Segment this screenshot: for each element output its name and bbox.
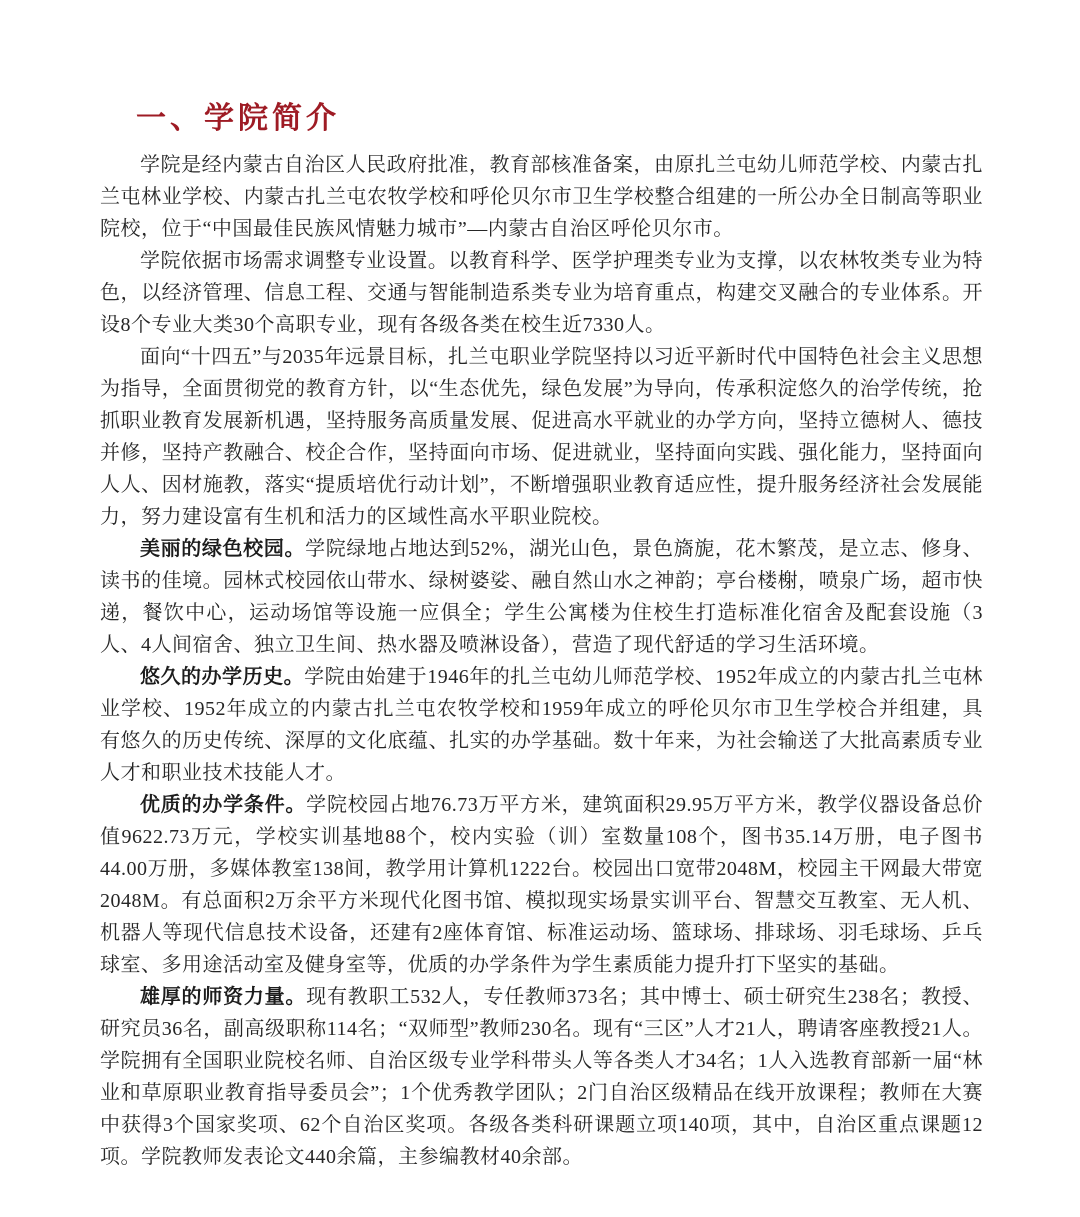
document-body	[100, 149, 983, 1173]
paragraph-majors	[100, 245, 983, 341]
paragraph-text: 现有教职工532人，专任教师373名；其中博士、硕士研究生238名；教授、研究员36名，副高级职称114名；“双师型”教师230名。现有“三区”人才21人，聘请客座教授21人。学院拥有全国职业院校名师、自治区级专业学科带头人等各类人才34名；1人入选教育部新一届“林业和草原职业教育指导委员会”；1个优秀教学团队；2门自治区级精品在线开放课程；教师在大赛中获得3个国家奖项、62个自治区奖项。各级各类科研课题立项140项，其中，自治区重点课题12项。学院教师发表论文440余篇，主参编教材40余部。	[100, 986, 984, 1168]
paragraph-text: 学院是经内蒙古自治区人民政府批准，教育部核准备案，由原扎兰屯幼儿师范学校、内蒙古扎兰屯林业学校、内蒙古扎兰屯农牧学校和呼伦贝尔市卫生学校整合组建的一所公办全日制高等职业院校，位于“中国最佳民族风情魅力城市”—内蒙古自治区呼伦贝尔市。	[100, 154, 983, 240]
paragraph-history	[100, 661, 983, 789]
paragraph-lead: 雄厚的师资力量。	[140, 986, 307, 1008]
paragraph-lead: 优质的办学条件。	[140, 794, 307, 816]
paragraph-text: 学院绿地占地达到52%，湖光山色，景色旖旎，花木繁茂，是立志、修身、读书的佳境。园林式校园依山带水、绿树婆娑、融自然山水之神韵；亭台楼榭，喷泉广场，超市快递，餐饮中心，运动场馆等设施一应俱全；学生公寓楼为住校生打造标准化宿舍及配套设施（3人、4人间宿舍、独立卫生间、热水器及喷淋设备），营造了现代舒适的学习生活环境。	[100, 538, 983, 656]
paragraph-intro	[100, 149, 983, 245]
paragraph-text: 学院校园占地76.73万平方米，建筑面积29.95万平方米，教学仪器设备总价值9622.73万元，学校实训基地88个，校内实验（训）室数量108个，图书35.14万册，电子图书44.00万册，多媒体教室138间，教学用计算机1222台。校园出口宽带2048M，校园主干网最大带宽2048M。有总面积2万余平方米现代化图书馆、模拟现实场景实训平台、智慧交互教室、无人机、机器人等现代信息技术设备，还建有2座体育馆、标准运动场、篮球场、排球场、羽毛球场、乒乓球室、多用途活动室及健身室等，优质的办学条件为学生素质能力提升打下坚实的基础。	[100, 794, 984, 976]
section-title: 一、学院简介	[136, 102, 340, 135]
paragraph-lead: 美丽的绿色校园。	[140, 538, 306, 560]
paragraph-text: 面向“十四五”与2035年远景目标，扎兰屯职业学院坚持以习近平新时代中国特色社会主义思想为指导，全面贯彻党的教育方针，以“生态优先，绿色发展”为导向，传承积淀悠久的治学传统，抢抓职业教育发展新机遇，坚持服务高质量发展、促进高水平就业的办学方向，坚持立德树人、德技并修，坚持产教融合、校企合作，坚持面向市场、促进就业，坚持面向实践、强化能力，坚持面向人人、因材施教，落实“提质培优行动计划”，不断增强职业教育适应性，提升服务经济社会发展能力，努力建设富有生机和活力的区域性高水平职业院校。	[100, 346, 983, 528]
paragraph-lead: 悠久的办学历史。	[140, 666, 305, 688]
paragraph-text: 学院由始建于1946年的扎兰屯幼儿师范学校、1952年成立的内蒙古扎兰屯林业学校、1952年成立的内蒙古扎兰屯农牧学校和1959年成立的呼伦贝尔市卫生学校合并组建，具有悠久的历史传统、深厚的文化底蕴、扎实的办学基础。数十年来，为社会输送了大批高素质专业人才和职业技术技能人才。	[100, 666, 984, 784]
paragraph-facilities	[100, 789, 983, 981]
paragraph-vision	[100, 341, 983, 533]
paragraph-faculty	[100, 981, 983, 1173]
paragraph-green-campus	[100, 533, 983, 661]
paragraph-text: 学院依据市场需求调整专业设置。以教育科学、医学护理类专业为支撑，以农林牧类专业为特色，以经济管理、信息工程、交通与智能制造系类专业为培育重点，构建交叉融合的专业体系。开设8个专业大类30个高职专业，现有各级各类在校生近7330人。	[100, 250, 983, 336]
